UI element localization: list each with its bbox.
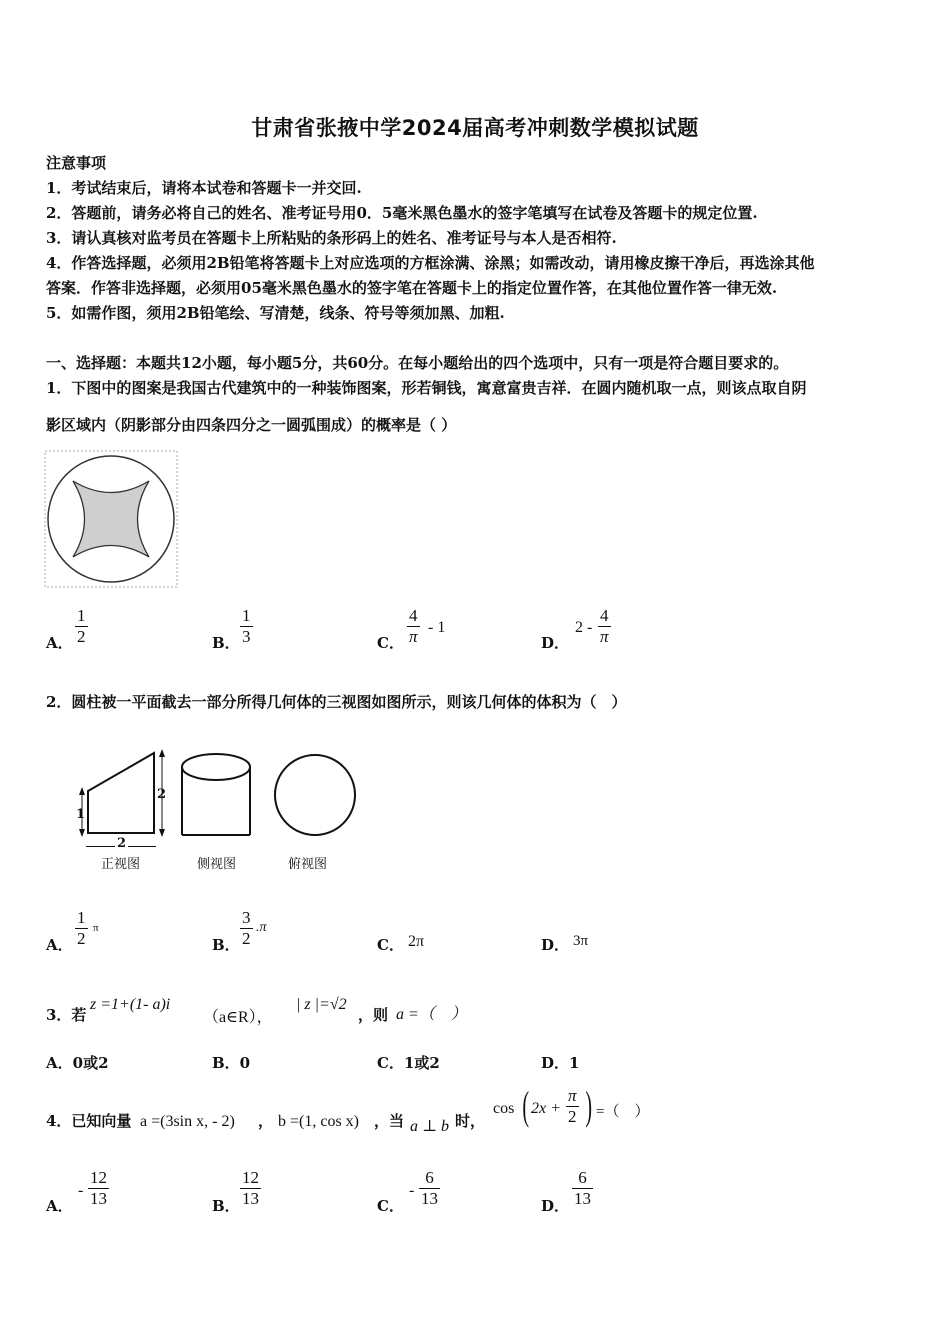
q3-option-d: D．1: [541, 1054, 580, 1072]
dim-h1: 1: [76, 807, 86, 822]
page-title: 甘肃省张掖中学2024届高考冲刺数学模拟试题: [251, 116, 699, 140]
q4-pi-over-two: π 2: [568, 1086, 577, 1126]
q4-prefix: 4．已知向量: [46, 1112, 132, 1130]
dim-w: 2: [117, 836, 127, 851]
q3-abs: | z |=√2: [296, 996, 347, 1013]
q3-option-c: C．1或2: [377, 1054, 440, 1072]
q3-option-a: A．0或2: [46, 1054, 109, 1072]
q4-left-paren: (: [522, 1083, 529, 1128]
q4-option-c-value: 6 13: [421, 1168, 438, 1208]
q1-option-d-value: 4 π: [600, 606, 609, 646]
q2-option-b-pi: .π: [256, 920, 267, 935]
three-view-figure: [70, 745, 370, 845]
q4-option-a-label: A．: [46, 1197, 73, 1215]
q2-option-a-label: A．: [46, 936, 73, 954]
notice-item-4-cont: 答案．作答非选择题，必须用05毫米黑色墨水的签字笔在答题卡上的指定位置作答，在其他位置作答一律无效.: [46, 279, 778, 297]
q2-option-c-value: 2π: [408, 933, 425, 950]
q1-option-d-label: D．: [541, 634, 570, 652]
q2-option-b-value: 3 2: [242, 908, 251, 948]
q4-cos-inner: 2x +: [531, 1100, 561, 1117]
q4-right-paren: ): [585, 1083, 592, 1128]
coin-pattern-figure: [44, 450, 178, 588]
q4-option-d-label: D．: [541, 1197, 570, 1215]
q4-option-b-label: B．: [212, 1197, 240, 1215]
q4-when: ，当: [374, 1112, 405, 1130]
q1-option-c-tail: - 1: [428, 619, 446, 636]
q2-option-d-label: D．: [541, 936, 570, 954]
q1-option-c-label: C．: [377, 634, 404, 652]
q1-option-d-head: 2 -: [575, 619, 593, 636]
top-view-caption: 俯视图: [288, 857, 328, 872]
q4-option-c-sign: -: [409, 1182, 415, 1199]
q2-option-a-value: 1 2: [77, 908, 86, 948]
q4-option-a-sign: -: [78, 1182, 84, 1199]
q4-option-a-value: 12 13: [90, 1168, 107, 1208]
front-view-caption: 正视图: [101, 857, 141, 872]
dim-h2: 2: [157, 787, 167, 802]
q4-eq: =（ ）: [596, 1104, 650, 1120]
q4-cos: cos: [493, 1100, 515, 1117]
side-view-caption: 侧视图: [197, 857, 237, 872]
notice-item-1: 1．考试结束后，请将本试卷和答题卡一并交回.: [46, 179, 362, 197]
q4-option-c-label: C．: [377, 1197, 404, 1215]
q4-option-b-value: 12 13: [242, 1168, 259, 1208]
q3-prefix: 3．若: [46, 1006, 87, 1024]
q1-text-line1: 1．下图中的图案是我国古代建筑中的一种装饰图案，形若铜钱，寓意富贵吉祥．在圆内随机取一点，则该点取自阴: [46, 379, 807, 397]
q1-option-a-label: A．: [46, 634, 73, 652]
q1-option-b-label: B．: [212, 634, 240, 652]
notice-item-4: 4．作答选择题，必须用2B铅笔将答题卡上对应选项的方框涂满、涂黑；如需改动，请用橡皮擦干净后，再选涂其他: [46, 254, 815, 272]
q3-condition: （a∈R），: [203, 1009, 273, 1026]
q2-option-a-pi: π: [93, 922, 99, 934]
q3-then: ，则: [358, 1006, 389, 1024]
q4-vector-b: b =(1, cos x): [278, 1113, 360, 1130]
q4-vector-a: a =(3sin x, - 2): [140, 1113, 235, 1130]
q4-time: 时，: [455, 1112, 486, 1130]
notice-item-3: 3．请认真核对监考员在答题卡上所粘贴的条形码上的姓名、准考证号与本人是否相符.: [46, 229, 617, 247]
notice-item-2: 2．答题前，请务必将自己的姓名、准考证号用0．5毫米黑色墨水的签字笔填写在试卷及答题卡的规定位置.: [46, 204, 758, 222]
q3-tail: a =（ ）: [396, 1006, 467, 1023]
q2-text: 2．圆柱被一平面截去一部分所得几何体的三视图如图所示，则该几何体的体积为（ ）: [46, 693, 627, 711]
q3-option-b: B．0: [212, 1054, 251, 1072]
q2-option-b-label: B．: [212, 936, 240, 954]
section-heading: 一、选择题：本题共12小题，每小题5分，共60分。在每小题给出的四个选项中，只有一项是符合题目要求的。: [46, 354, 789, 372]
q1-text-line2: 影区域内（阴影部分由四条四分之一圆弧围成）的概率是（ ）: [46, 416, 457, 434]
q2-option-d-value: 3π: [573, 933, 589, 949]
q1-option-b-value: 1 3: [242, 606, 251, 646]
q1-option-c-value: 4 π: [409, 606, 418, 646]
notice-heading: 注意事项: [46, 154, 107, 172]
notice-item-5: 5．如需作图，须用2B铅笔绘、写清楚，线条、符号等须加黑、加粗.: [46, 304, 505, 322]
q4-perp: a ⊥ b: [410, 1118, 450, 1135]
q4-sep: ，: [258, 1112, 274, 1130]
q2-option-c-label: C．: [377, 936, 404, 954]
q3-expression: z =1+(1- a)i: [90, 996, 171, 1013]
q4-option-d-value: 6 13: [574, 1168, 591, 1208]
q1-option-a-value: 1 2: [77, 606, 86, 646]
